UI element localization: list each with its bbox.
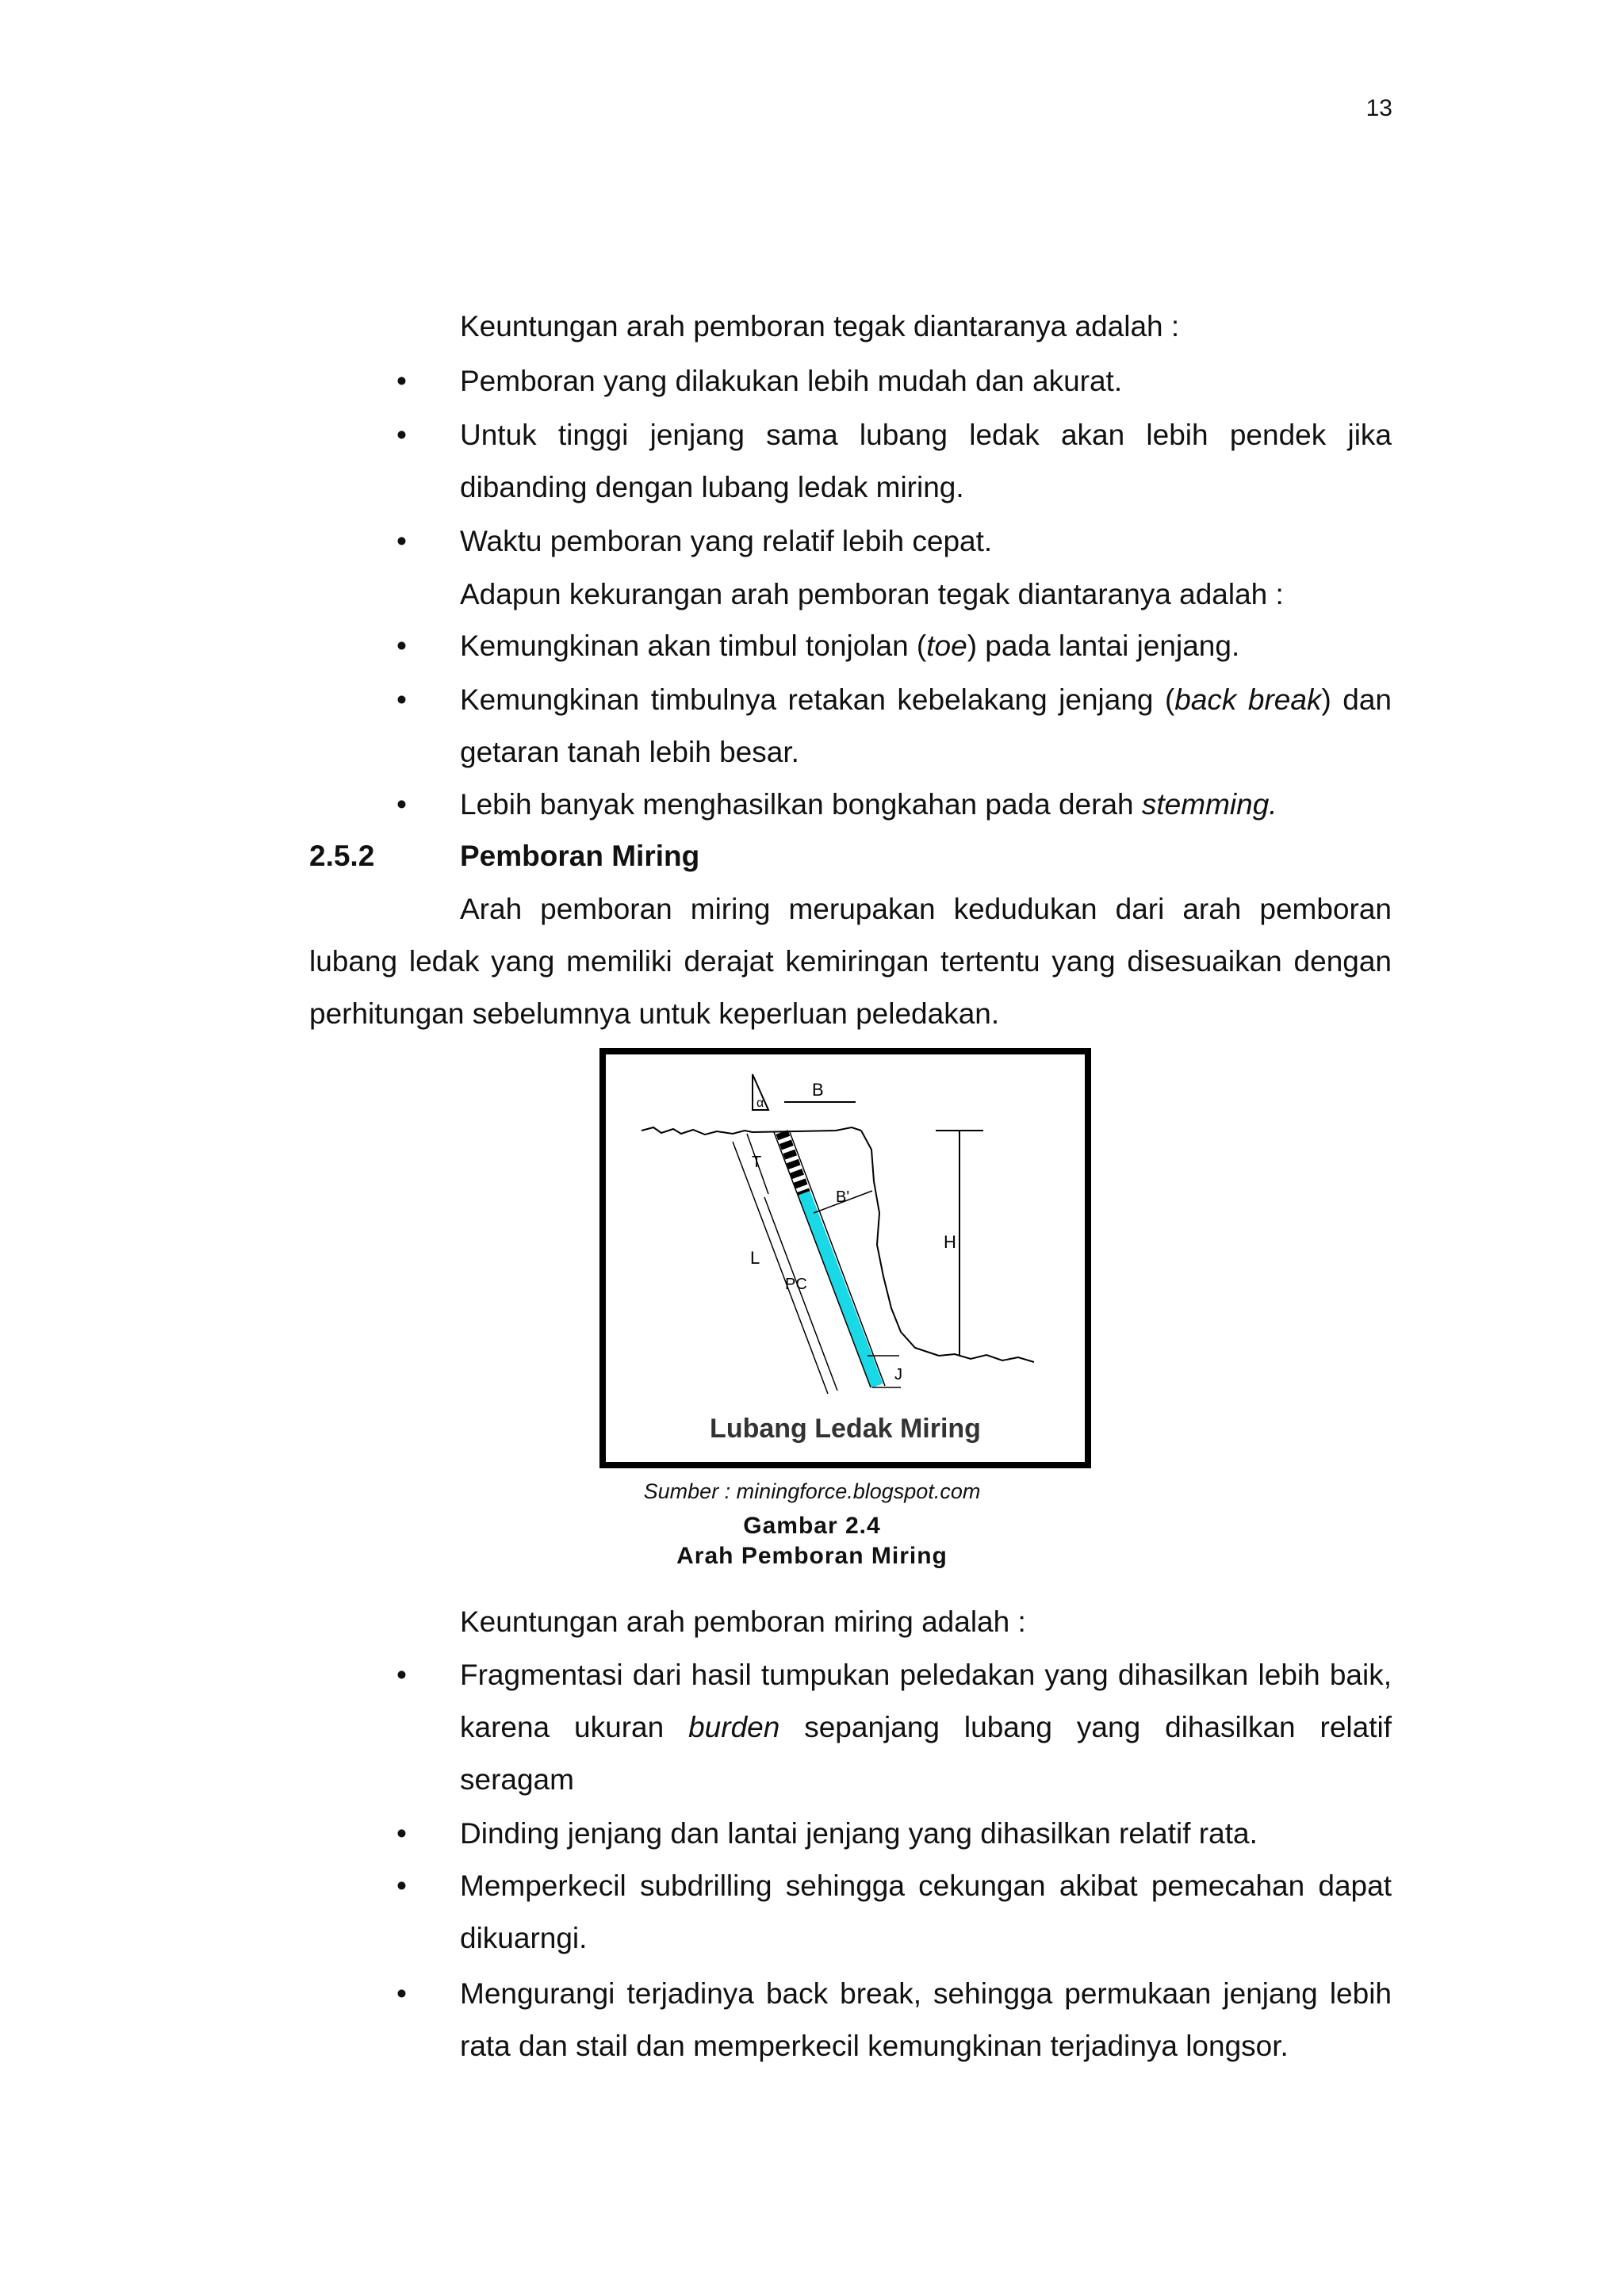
label-pc: PC bbox=[785, 1276, 807, 1293]
list-item-text: Waktu pemboran yang relatif lebih cepat. bbox=[460, 525, 993, 557]
bullet-icon: • bbox=[396, 683, 407, 716]
bench-face bbox=[861, 1131, 939, 1356]
disadvantages-heading: Adapun kekurangan arah pemboran tegak diantaranya adalah : bbox=[460, 578, 1284, 610]
ground-surface bbox=[642, 1127, 753, 1135]
dimension-pc bbox=[764, 1197, 837, 1391]
advantages-heading: Keuntungan arah pemboran tegak diantaranya adalah : bbox=[460, 310, 1180, 342]
bullet-icon: • bbox=[396, 1869, 407, 1902]
bench-top bbox=[753, 1127, 861, 1132]
inclined-blasthole-diagram bbox=[606, 1054, 1085, 1462]
bullet-icon: • bbox=[396, 525, 407, 557]
figure-number: Gambar 2.4 bbox=[743, 1513, 881, 1539]
figure-title: Arah Pemboran Miring bbox=[676, 1543, 948, 1569]
figure-image-caption: Lubang Ledak Miring bbox=[710, 1414, 981, 1444]
bench-floor bbox=[939, 1354, 1034, 1362]
figure-frame bbox=[599, 1048, 1091, 1468]
label-b: B bbox=[812, 1080, 824, 1100]
bullet-icon: • bbox=[396, 1977, 407, 2010]
label-alpha: α bbox=[756, 1096, 764, 1110]
dimension-l bbox=[733, 1142, 828, 1394]
list-item-text: Pemboran yang dilakukan lebih mudah dan akurat. bbox=[460, 365, 1123, 397]
hole-wall-right bbox=[790, 1132, 885, 1386]
label-l: L bbox=[750, 1248, 760, 1268]
list-item-text: Untuk tinggi jenjang sama lubang ledak akan lebih pendek jika dibanding dengan lubang ledak miring. bbox=[460, 419, 1392, 503]
label-h: H bbox=[944, 1232, 956, 1252]
bullet-icon: • bbox=[396, 365, 407, 397]
section-paragraph: Arah pemboran miring merupakan kedudukan dari arah pemboran lubang ledak yang memiliki derajat kemiringan tertentu yang disesuaikan dengan perhitungan sebelumnya untuk keperluan peledakan. bbox=[309, 893, 1392, 1030]
section-title: Pemboran Miring bbox=[460, 840, 700, 872]
bullet-icon: • bbox=[396, 788, 407, 821]
list-item-text: Mengurangi terjadinya back break, sehingga permukaan jenjang lebih rata dan stail dan memperkecil kemungkinan terjadinya longsor. bbox=[460, 1977, 1392, 2062]
miring-advantages-heading: Keuntungan arah pemboran miring adalah : bbox=[460, 1605, 1026, 1638]
label-t: T bbox=[752, 1154, 762, 1171]
list-item-text: Kemungkinan akan timbul tonjolan (toe) pada lantai jenjang. bbox=[460, 629, 1240, 662]
label-b-prime: B' bbox=[836, 1188, 850, 1206]
bullet-icon: • bbox=[396, 1659, 407, 1691]
label-j: J bbox=[894, 1366, 902, 1383]
bullet-icon: • bbox=[396, 1817, 407, 1850]
list-item-text: Lebih banyak menghasilkan bongkahan pada derah stemming. bbox=[460, 788, 1277, 821]
list-item-text: Memperkecil subdrilling sehingga cekungan akibat pemecahan dapat dikuarngi. bbox=[460, 1869, 1392, 1954]
figure-source: Sumber : miningforce.blogspot.com bbox=[643, 1479, 981, 1503]
list-item-text: Kemungkinan timbulnya retakan kebelakang jenjang (back break) dan getaran tanah lebih besar. bbox=[460, 683, 1392, 768]
bullet-icon: • bbox=[396, 419, 407, 451]
page-number: 13 bbox=[1365, 95, 1392, 121]
list-item-text: Fragmentasi dari hasil tumpukan peledakan yang dihasilkan lebih baik, karena ukuran burden sepanjang lubang yang dihasilkan relatif seragam bbox=[460, 1659, 1392, 1796]
charge-column bbox=[804, 1193, 877, 1386]
bullet-icon: • bbox=[396, 629, 407, 662]
section-number: 2.5.2 bbox=[309, 840, 375, 872]
list-item-text: Dinding jenjang dan lantai jenjang yang dihasilkan relatif rata. bbox=[460, 1817, 1258, 1850]
